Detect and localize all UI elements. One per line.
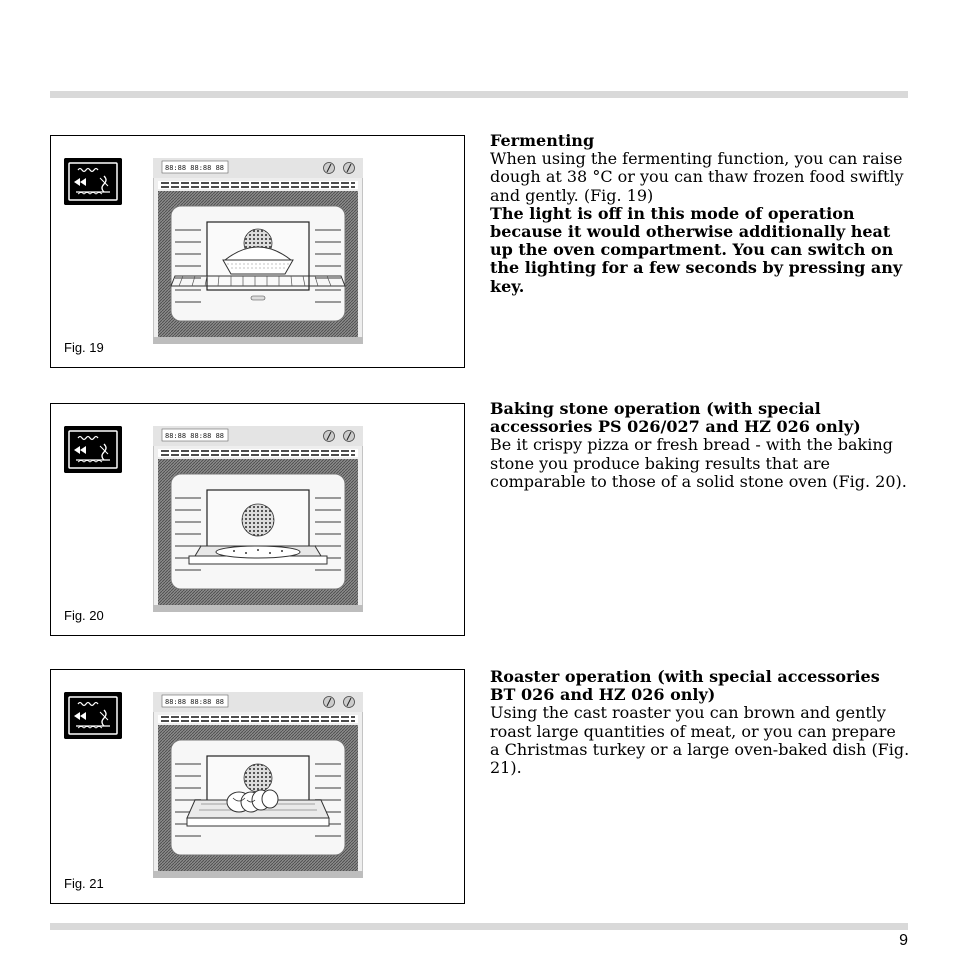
section-body: Using the cast roaster you can brown and gently roast large quantities of meat, or you can prepare a Christmas turkey or a large oven-baked dish (Fig. 21). — [490, 703, 910, 778]
figure-caption: Fig. 21 — [64, 876, 104, 891]
section-text — [490, 400, 910, 491]
section-note: The light is off in this mode of operation because it would otherwise additionally heat up the oven compartment. You can switch on the lighting for a few seconds by pressing any key. — [490, 203, 903, 296]
page-number: 9 — [899, 932, 908, 949]
section-body: Be it crispy pizza or fresh bread - with the baking stone you produce baking results that are comparable to those of a solid stone oven (Fig. 20). — [490, 435, 907, 491]
section-heading: Fermenting — [490, 131, 595, 150]
figure-caption: Fig. 20 — [64, 608, 104, 623]
bottom-rule — [50, 923, 908, 930]
figure-20 — [50, 403, 465, 636]
figure-caption: Fig. 19 — [64, 340, 104, 355]
top-rule — [50, 91, 908, 98]
figure-19 — [50, 135, 465, 368]
figure-21 — [50, 669, 465, 904]
section-text — [490, 668, 910, 777]
oven-fermenting-illustration — [153, 158, 363, 344]
oven-roaster-illustration — [153, 692, 363, 878]
baking-stone-mode-symbol-icon — [64, 426, 122, 473]
section-text — [490, 132, 910, 296]
fermenting-mode-symbol-icon — [64, 158, 122, 205]
section-heading: Roaster operation (with special accessories BT 026 and HZ 026 only) — [490, 667, 880, 705]
section-body: When using the fermenting function, you can raise dough at 38 °C or you can thaw frozen food swiftly and gently. (Fig. 19) — [490, 149, 904, 205]
oven-baking-stone-illustration — [153, 426, 363, 612]
section-heading: Baking stone operation (with special accessories PS 026/027 and HZ 026 only) — [490, 399, 861, 437]
roaster-mode-symbol-icon — [64, 692, 122, 739]
